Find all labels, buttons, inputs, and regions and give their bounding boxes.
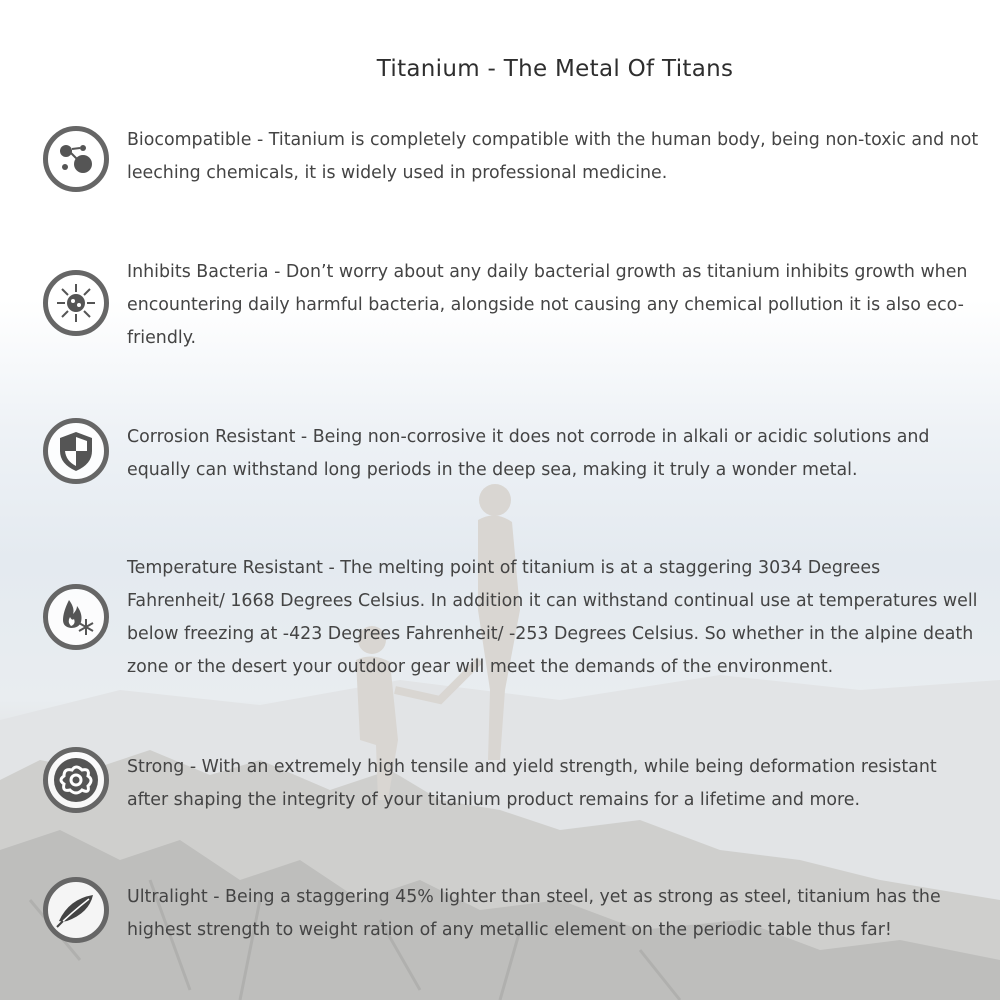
feature-text: Inhibits Bacteria - Don’t worry about any daily bacterial growth as titanium inhibits growth when encountering daily harmful bacteria, alongside not causing any chemical pollution it is also eco-friendly. xyxy=(127,262,968,348)
feature-text: Biocompatible - Titanium is completely compatible with the human body, being non-toxic and not leeching chemicals, it is widely used in professional medicine. xyxy=(127,130,979,183)
page-title: Titanium - The Metal Of Titans xyxy=(376,56,734,82)
feature-text: Strong - With an extremely high tensile and yield strength, while being deformation resistant after shaping the integrity of your titanium product remains for a lifetime and more. xyxy=(127,757,937,810)
shield-icon xyxy=(43,418,109,484)
strength-icon xyxy=(43,747,109,813)
feature-text: Corrosion Resistant - Being non-corrosive it does not corrode in alkali or acidic solutions and equally can withstand long periods in the deep sea, making it truly a wonder metal. xyxy=(127,427,930,480)
flame-snowflake-icon xyxy=(43,584,109,650)
bacteria-icon xyxy=(43,270,109,336)
feature-text: Temperature Resistant - The melting point of titanium is at a staggering 3034 Degrees Fahrenheit/ 1668 Degrees Celsius. In addition it can withstand continual use at temperatures well below freezing at -423 Degrees Fahrenheit/ -253 Degrees Celsius. So whether in the alpine death zone or the desert your outdoor gear will meet the demands of the environment. xyxy=(127,558,978,677)
feature-text: Ultralight - Being a staggering 45% lighter than steel, yet as strong as steel, titanium has the highest strength to weight ration of any metallic element on the periodic table thus far! xyxy=(127,887,941,940)
molecules-icon xyxy=(43,126,109,192)
feather-icon xyxy=(43,877,109,943)
